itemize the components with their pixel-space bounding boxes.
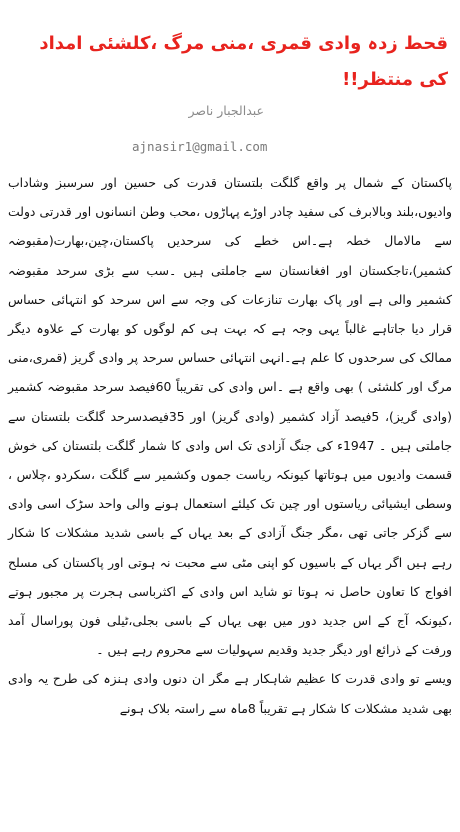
author-name: عبدالجبار ناصر bbox=[188, 103, 264, 118]
article-paragraph: پاکستان کے شمال پر واقع گلگت بلتستان قدرت کی حسین اور سرسبز وشاداب وادیوں،بلند وبالابرف کی سفید چادر اوڑے پہاڑوں ،محب وطن انسانوں اور قدرتی دولت سے مالامال خطہ ہے۔اس خطے کی سرحدیں پاکستان،چین،بھارت(مقبوضہ کشمیر)،تاجکستان اور افغانستان سے جاملتی ہیں ۔سب سے بڑی سرحد مقبوضہ کشمیر والی ہے اور پاک بھارت تنازعات کی وجہ سے اس سرحد کو انتہائی حساس قرار دیا جاتاہے غالباً یہی وجہ ہے کہ بہت ہی کم لوگوں کو بھارت کے علاوہ دیگر ممالک کی سرحدوں کا علم ہے۔انہی انتہائی حساس سرحد پر وادی گریز (قمری،منی مرگ اور کلشئی ) بھی واقع ہے ۔اس وادی کی تقریباً 60فیصد سرحد مقبوضہ کشمیر (وادی گریز)، 5فیصد آزاد کشمیر (وادی گریز) اور 35فیصدسرحد گلگت بلتستان سے جاملتی ہیں ۔ 1947ء کی جنگ آزادی تک اس وادی کا شمار گلگت بلتستان کی خوش قسمت وادیوں میں ہوتاتھا کیونکہ ریاست جموں وکشمیر سے گلگت ،سکردو ،چلاس ، وسطی ایشیائی ریاستوں اور چین تک کیلئے استعمال ہونے والی واحد سڑک اسی وادی سے گزکر جاتی تھی ،مگر جنگ آزادی کے بعد یہاں کے باسی شدید مشکلات کا شکار رہے ہیں اگر یہاں کے باسیوں کو اپنی مٹی سے محبت نہ ہوتی اور پاکستان کی مسلح افواج کا تعاون حاصل نہ ہوتا تو شاید اس وادی کے اکثرباسی ہجرت پر مجبور ہوتے ،کیونکہ آج کے اس جدید دور میں بھی یہاں کے باسی بجلی،ٹیلی فون پوراسال آمد ورفت کے ذرائع اور دیگر جدید وقدیم سہولیات سے محروم رہے ہیں ۔ bbox=[8, 175, 453, 658]
author-email[interactable]: ajnasir1@gmail.com bbox=[132, 139, 268, 154]
article-title: قحط زدہ وادی قمری ،منی مرگ ،کلشئی امداد کی منتظر!! bbox=[39, 33, 448, 90]
article-body bbox=[8, 168, 452, 723]
article-paragraph: ویسے تو وادی قدرت کا عظیم شاہکار ہے مگر ان دنوں وادی ہنزہ کی طرح یہ وادی بھی شدید مشکلات کا شکار ہے تقریباً 8ماہ سے راستہ بلاک ہونے bbox=[8, 671, 452, 716]
